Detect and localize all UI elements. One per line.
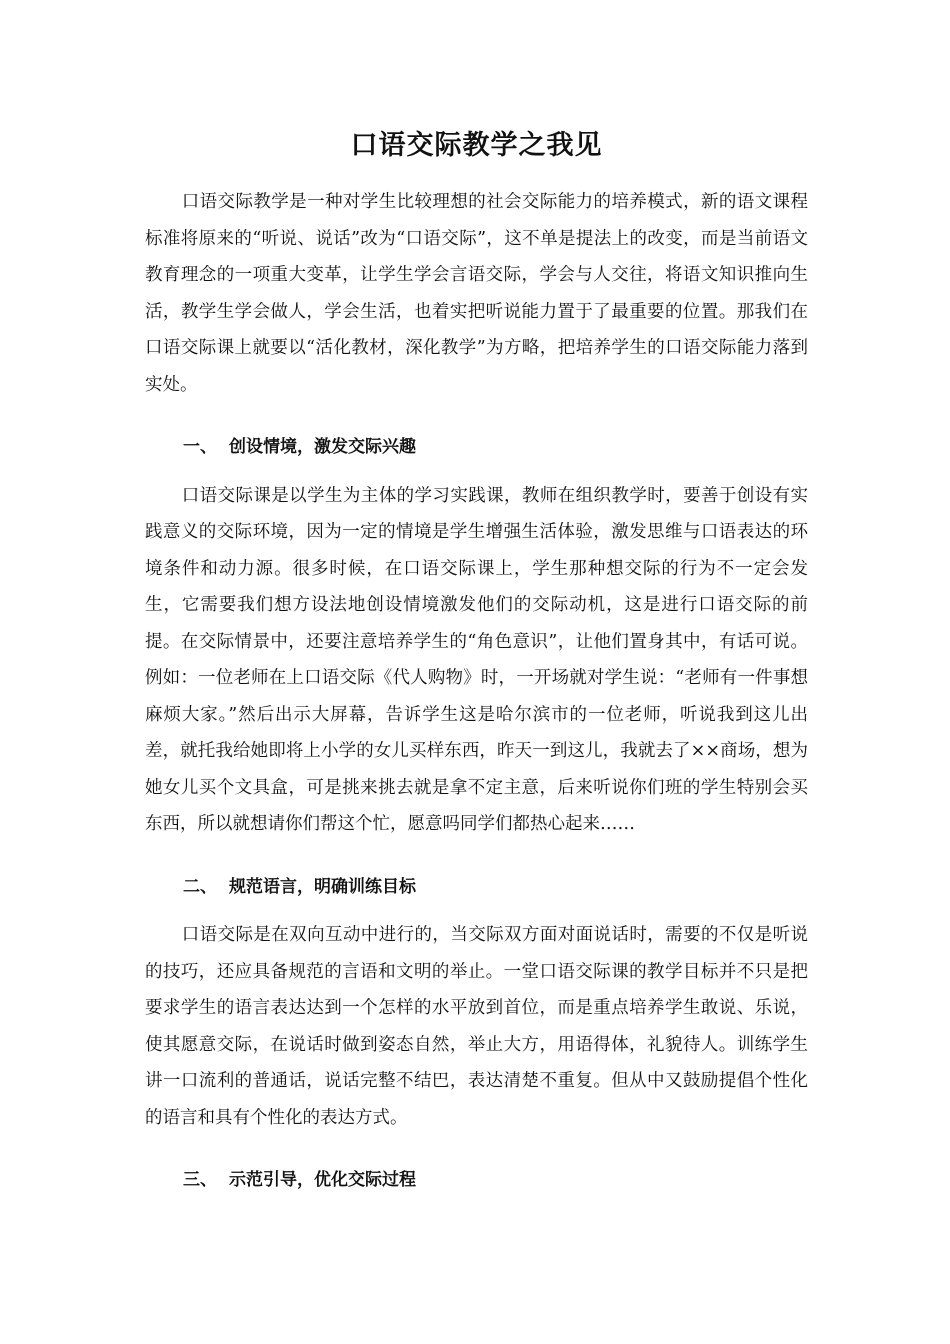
section-heading-text: 规范语言，明确训练目标: [229, 876, 416, 897]
section-number: 一、: [183, 437, 217, 457]
section-body-1: 口语交际课是以学生为主体的学习实践课，教师在组织教学时，要善于创设有实践意义的交际环境，因为一定的情境是学生增强生活体验，激发思维与口语表达的环境条件和动力源。很多时候，在口语交际课上，学生那种想交际的行为不一定会发生，它需要我们想方设法地创设情境激发他们的交际动机，这是进行口语交际的前提。在交际情景中，还要注意培养学生的“角色意识”，让他们置身其中，有话可说。例如：一位老师在上口语交际《代人购物》时，一开场就对学生说：“老师有一件事想麻烦大家。”然后出示大屏幕，告诉学生这是哈尔滨市的一位老师，听说我到这儿出差，就托我给她即将上小学的女儿买样东西，昨天一到这儿，我就去了××商场，想为她女儿买个文具盒，可是挑来挑去就是拿不定主意，后来听说你们班的学生特别会买东西，所以就想请你们帮这个忙，愿意吗同学们都热心起来……: [145, 485, 808, 834]
intro-paragraph: 口语交际教学是一种对学生比较理想的社会交际能力的培养模式，新的语文课程标准将原来的“听说、说话”改为“口语交际”，这不单是提法上的改变，而是当前语文教育理念的一项重大变革，让学生学会言语交际，学会与人交往，将语文知识推向生活，教学生学会做人，学会生活，也着实把听说能力置于了最重要的位置。那我们在口语交际课上就要以“活化教材，深化教学”为方略，把培养学生的口语交际能力落到实处。: [145, 192, 808, 395]
document-title: 口语交际教学之我见: [350, 130, 603, 161]
section-number: 三、: [183, 1170, 217, 1190]
section-heading-2: [145, 869, 808, 906]
section-body-2: 口语交际是在双向互动中进行的，当交际双方面对面说话时，需要的不仅是听说的技巧，还应具备规范的言语和文明的举止。一堂口语交际课的教学目标并不只是把要求学生的语言表达达到一个怎样的水平放到首位，而是重点培养学生敢说、乐说，使其愿意交际，在说话时做到姿态自然，举止大方，用语得体，礼貌待人。训练学生讲一口流利的普通话，说话完整不结巴，表达清楚不重复。但从中又鼓励提倡个性化的语言和具有个性化的表达方式。: [145, 925, 808, 1128]
section-heading-3: [145, 1162, 808, 1199]
spacer: [145, 1136, 808, 1150]
section-heading-text: 示范引导，优化交际过程: [229, 1170, 416, 1190]
section-heading-text: 创设情境，激发交际兴趣: [229, 437, 416, 457]
section-heading-1: [145, 429, 808, 466]
section-number: 二、: [183, 876, 217, 897]
spacer: [145, 403, 808, 417]
spacer: [145, 843, 808, 857]
